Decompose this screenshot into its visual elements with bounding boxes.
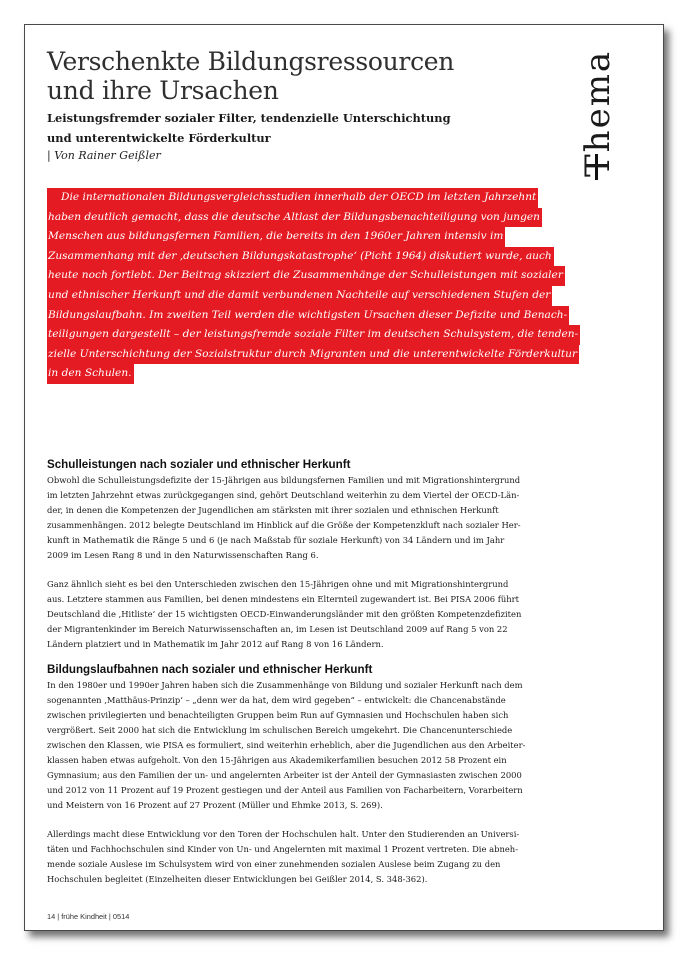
subtitle-line: und unterentwickelte Förderkultur [47,131,271,145]
paragraph-line: täten und Fachhochschulen sind Kinder von Un- und Angelernten mit maximal 1 Prozent vertreten. Die abneh- [47,844,519,854]
body-paragraph [47,678,547,813]
paragraph-line: Allerdings macht diese Entwicklung vor den Toren der Hochschulen halt. Unter den Studierenden an Universi- [47,829,520,839]
page-footer: 14 | frühe Kindheit | 0514 [47,912,130,921]
paragraph-line: im letzten Jahrzehnt etwas zurückgegangen sind, gehört Deutschland weiterhin zu dem Viertel der OECD-Län- [47,490,520,500]
lead-line: Menschen aus bildungsfernen Familien, die bereits in den 1960er Jahren intensiv im [47,227,505,247]
lead-line: teiligungen dargestellt – der leistungsfremde soziale Filter im deutschen Schulsystem, die tenden- [47,325,580,345]
paragraph-line: In den 1980er und 1990er Jahren haben sich die Zusammenhänge von Bildung und sozialer Herkunft nach dem [47,680,523,690]
lead-line: heute noch fortlebt. Der Beitrag skizziert die Zusammenhänge der Schulleistungen mit sozialer [47,266,565,286]
section-heading-bildungslaufbahnen: Bildungslaufbahnen nach sozialer und ethnischer Herkunft [47,663,373,676]
section-heading-schulleistungen: Schulleistungen nach sozialer und ethnischer Herkunft [47,458,351,471]
paragraph-line: der, in denen die Kompetenzen der Jugendlichen am stärksten mit ihrer sozialen und ethnischen Herkunft [47,505,499,515]
body-paragraph [47,577,547,652]
paragraph-line: zwischen privilegierten und benachteiligten Gruppen beim Run auf Gymnasien und Hochschulen haben sich [47,710,509,720]
paragraph-line: Obwohl die Schulleistungsdefizite der 15-Jährigen aus bildungsfernen Familien und mit Migrationshintergrund [47,475,521,485]
paragraph-line: vergrößert. Seit 2000 hat sich die Entwicklung im schulischen Bereich umgekehrt. Die Chancenunterschiede [47,725,513,735]
lead-line: haben deutlich gemacht, dass die deutsche Altlast der Bildungsbenachteiligung von jungen [47,208,542,228]
paragraph-line: Hochschulen begleitet (Einzelheiten dieser Entwicklungen bei Geißler 2014, S. 348-362). [47,874,428,884]
paragraph-line: der Migrantenkinder im Bereich Naturwissenschaften an, im Lesen ist Deutschland 2009 auf Rang 5 von 22 [47,624,508,634]
paragraph-line: Ganz ähnlich sieht es bei den Unterschieden zwischen den 15-Jährigen ohne und mit Migrationshintergrund [47,579,509,589]
article-body [47,457,547,887]
lead-paragraph [47,188,579,384]
body-paragraph [47,473,547,563]
lead-line: Bildungslaufbahn. Im zweiten Teil werden die wichtigsten Ursachen dieser Defizite und Benach- [47,306,569,326]
paragraph-line: 2009 im Lesen Rang 8 und in den Naturwissenschaften Rang 6. [47,550,319,560]
paragraph-line: zusammenhängen. 2012 belegte Deutschland im Hinblick auf die Größe der Kompetenzkluft nach sozialer Her- [47,520,521,530]
body-paragraph [47,827,547,887]
lead-line: und ethnischer Herkunft und die damit verbundenen Nachteile auf verschiedenen Stufen der [47,286,552,306]
subtitle-line: Leistungsfremder sozialer Filter, tendenzielle Unterschichtung [47,111,451,125]
article-title [47,47,517,105]
article-subtitle [47,108,467,148]
magazine-page [24,24,664,931]
lead-line: Zusammenhang mit der ‚deutschen Bildungskatastrophe‘ (Picht 1964) diskutiert wurde, auch [47,247,554,267]
paragraph-line: kunft in Mathematik die Ränge 5 und 6 (je nach Maßstab für soziale Herkunft) von 34 Ländern und im Jahr [47,535,505,545]
paragraph-line: Deutschland die ‚Hitliste‘ der 15 wichtigsten OECD-Einwanderungsländer mit den größten Kompetenzdefiziten [47,609,522,619]
paragraph-line: Ländern platziert und in Mathematik im Jahr 2012 auf Rang 8 von 16 Ländern. [47,639,384,649]
lead-line: Die internationalen Bildungsvergleichsstudien innerhalb der OECD im letzten Jahrzehnt [47,188,538,208]
paragraph-line: mende soziale Auslese im Schulsystem wird von einer zunehmenden sozialen Auslese beim Zugang zu den [47,859,501,869]
paragraph-line: und 2012 von 11 Prozent auf 19 Prozent gestiegen und der Anteil aus Familien von Facharbeitern, Vorarbeitern [47,785,523,795]
title-line: Verschenkte Bildungsressourcen [47,47,455,76]
lead-line: in den Schulen. [47,364,134,384]
lead-line: zielle Unterschichtung der Sozialstruktur durch Migranten und die unterentwickelte Förderkultur [47,345,579,365]
paragraph-line: aus. Letztere stammen aus Familien, bei denen mindestens ein Elternteil zugewandert ist. Bei PISA 2006 führt [47,594,520,604]
paragraph-line: zwischen den Klassen, wie PISA es formuliert, sind weiterhin erheblich, aber die Jugendlichen aus den Arbeiter- [47,740,526,750]
title-line: und ihre Ursachen [47,76,279,105]
section-tag-thema: Thema [578,49,618,177]
author-byline: | Von Rainer Geißler [47,149,161,162]
paragraph-line: sogenannten ‚Matthäus-Prinzip‘ – „denn wer da hat, dem wird gegeben“ – entwickelt: die Chancenabstände [47,695,506,705]
paragraph-line: Gymnasium; aus den Familien der un- und angelernten Arbeiter ist der Anteil der Gymnasiasten zwischen 2000 [47,770,522,780]
paragraph-line: klassen haben etwas aufgeholt. Von den 15-Jährigen aus Akademikerfamilien besuchen 2012 58 Prozent ein [47,755,507,765]
paragraph-line: und Meistern von 16 Prozent auf 27 Prozent (Müller und Ehmke 2013, S. 269). [47,800,383,810]
